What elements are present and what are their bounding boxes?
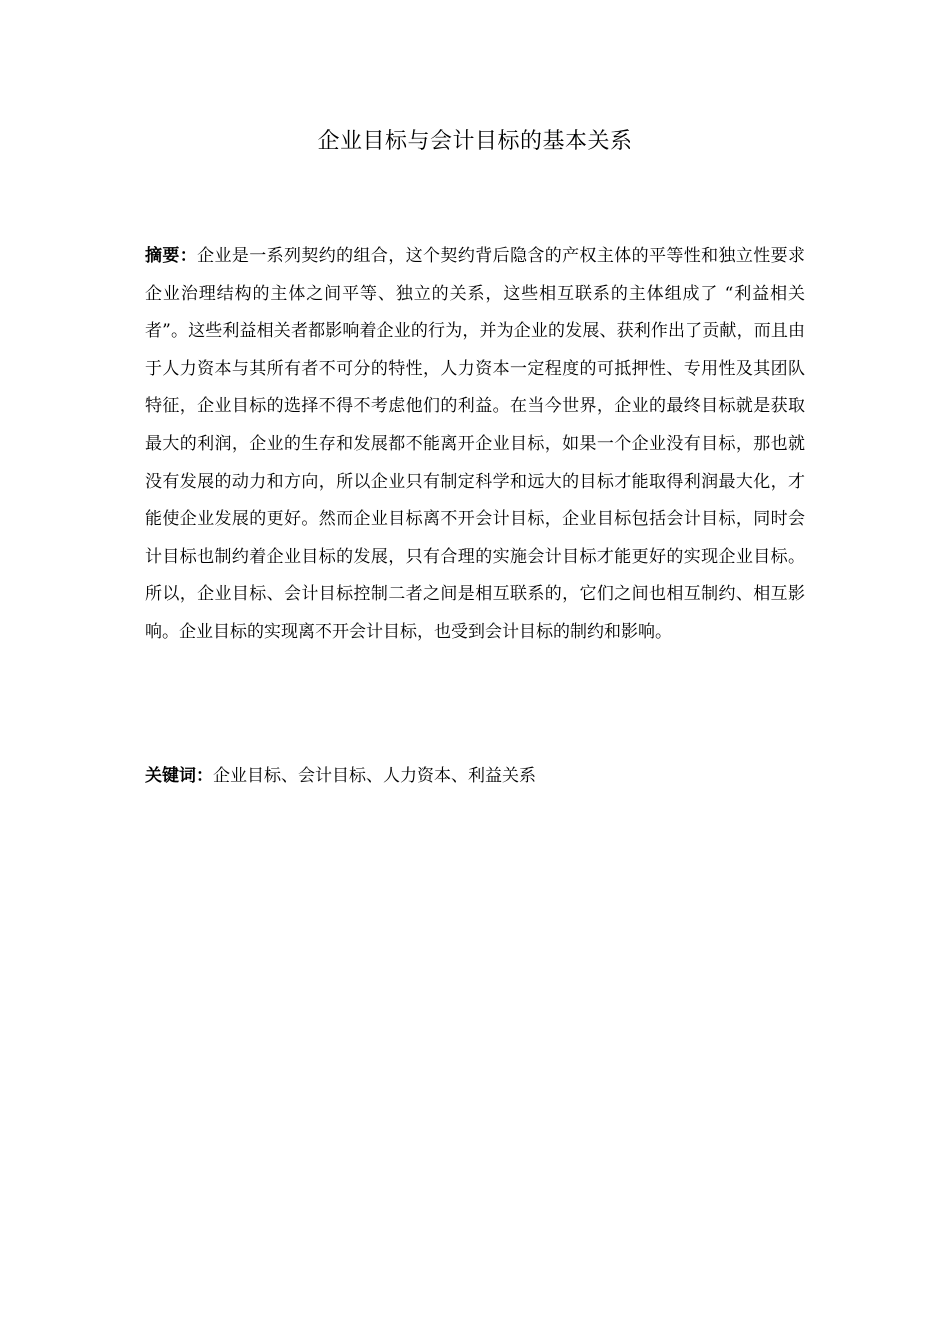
abstract-label: 摘要： [145,246,198,266]
document-title: 企业目标与会计目标的基本关系 [317,129,633,154]
abstract-text: 企业是一系列契约的组合，这个契约背后隐含的产权主体的平等性和独立性要求企业治理结构的主体之间平等、独立的关系，这些相互联系的主体组成了 “利益相关者”。这些利益相关者都影响着企业的行为，并为企业的发展、获利作出了贡献，而且由于人力资本与其所有者不可分的特性，人力资本一定程度的可抵押性、专用性及其团队特征，企业目标的选择不得不考虑他们的利益。在当今世界，企业的最终目标就是获取最大的利润，企业的生存和发展都不能离开企业目标，如果一个企业没有目标，那也就没有发展的动力和方向，所以企业只有制定科学和远大的目标才能取得利润最大化，才能使企业发展的更好。然而企业目标离不开会计目标，企业目标包括会计目标，同时会计目标也制约着企业目标的发展，只有合理的实施会计目标才能更好的实现企业目标。所以，企业目标、会计目标控制二者之间是相互联系的，它们之间也相互制约、相互影响。企业目标的实现离不开会计目标，也受到会计目标的制约和影响。 [145,246,806,642]
keywords-line [145,758,805,794]
abstract-paragraph [145,238,805,652]
keywords-label: 关键词： [145,766,213,786]
keywords-text: 企业目标、会计目标、人力资本、利益关系 [213,766,536,786]
